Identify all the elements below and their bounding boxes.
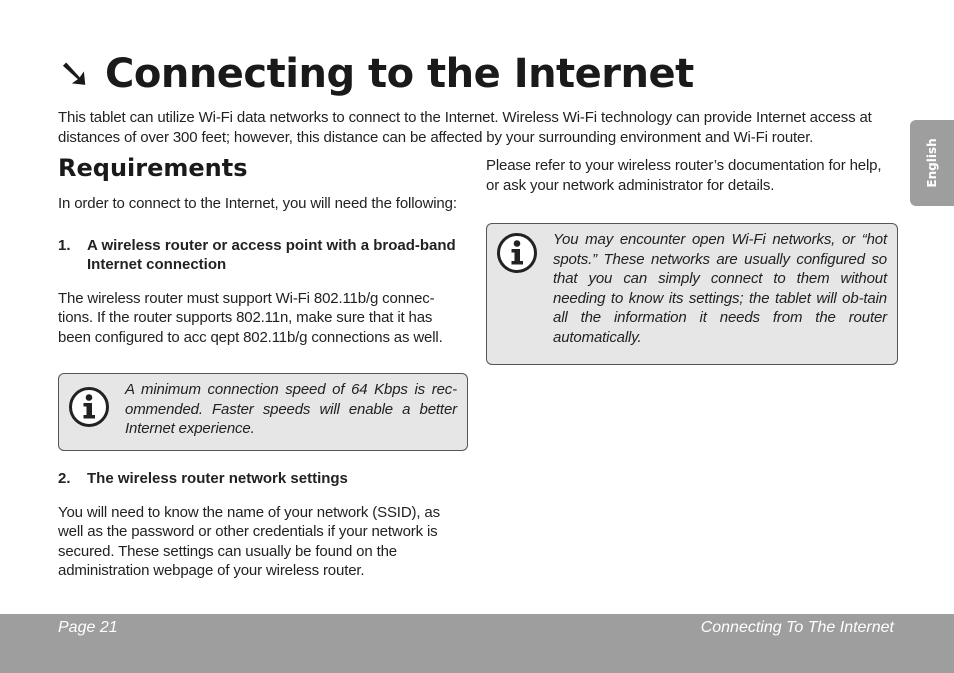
router-documentation-text: Please refer to your wireless router’s documentation for help, or ask your network administrator for details.	[486, 157, 882, 194]
language-tab-label: English	[925, 138, 939, 188]
requirement-body: The wireless router must support Wi-Fi 802.11b/g connec-tions. If the router supports 802.11n, make sure that it has been configured to acc qept 802.11b/g connections as well.	[58, 289, 443, 346]
info-icon	[68, 386, 110, 428]
requirements-heading: Requirements	[58, 154, 248, 182]
requirement-number: 1.	[58, 236, 71, 254]
arrow-down-right-icon: ➘	[58, 51, 92, 97]
info-note	[58, 373, 468, 451]
language-tab[interactable]	[910, 120, 954, 206]
intro-paragraph: This tablet can utilize Wi-Fi data networks to connect to the Internet. Wireless Wi-Fi technology can provide Internet access at distances of over 300 feet; however, this distance can be affected by your surrounding environment and Wi-Fi router.	[58, 109, 872, 146]
info-icon	[496, 232, 538, 274]
hotspot-note-text: You may encounter open Wi-Fi networks, or “hot spots.” These networks are usually configured so that you can simply connect to them without needing to know its settings; the tablet will ob-tain all the information it needs from the router automatically.	[553, 231, 887, 346]
left-column	[58, 152, 468, 581]
page-number: Page 21	[58, 619, 118, 636]
requirement-item-1	[58, 236, 468, 275]
info-note-text: A minimum connection speed of 64 Kbps is rec-ommended. Faster speeds will enable a better Internet experience.	[125, 381, 457, 437]
page-footer	[0, 614, 954, 673]
page-title	[58, 50, 694, 98]
requirement-body: You will need to know the name of your network (SSID), as well as the password or other credentials if your network is secured. These settings can usually be found on the administration webpage of your wireless router.	[58, 503, 440, 579]
requirement-title: A wireless router or access point with a broad-band Internet connection	[87, 236, 456, 273]
requirement-number: 2.	[58, 470, 71, 487]
requirements-lead: In order to connect to the Internet, you will need the following:	[58, 195, 457, 212]
requirement-title: The wireless router network settings	[87, 470, 348, 487]
hotspot-note	[486, 223, 898, 365]
right-column	[486, 156, 898, 365]
requirement-item-2	[58, 469, 468, 489]
footer-section-title: Connecting To The Internet	[700, 619, 894, 636]
page-title-text: Connecting to the Internet	[105, 51, 694, 97]
